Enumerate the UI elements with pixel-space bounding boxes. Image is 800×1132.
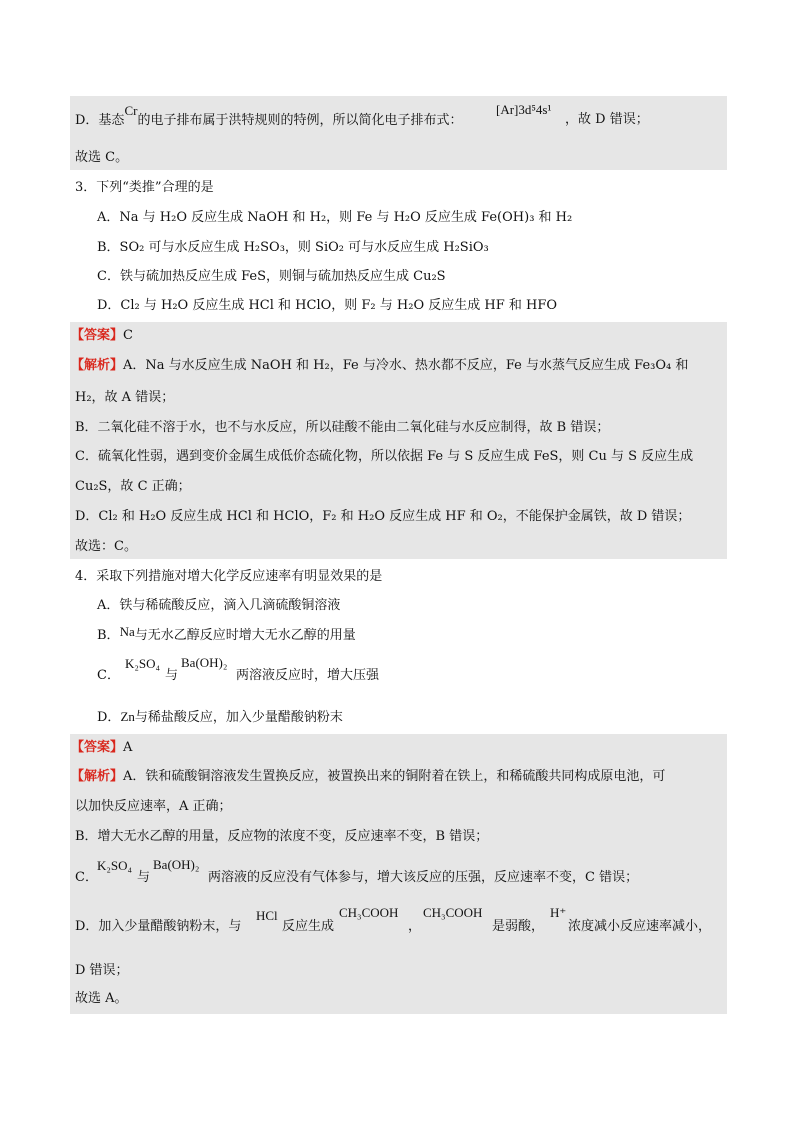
q4-analysis-2: 以加快反应速率，A 正确； (75, 799, 232, 814)
ch3cooh-formula: CH₃COOH (423, 905, 483, 920)
analysis-tag: 【解析】 (71, 769, 124, 784)
q4-option-b: B．Na与无水乙醇反应时增大无水乙醇的用量 (97, 624, 356, 643)
q3-analysis-3: B．二氧化硅不溶于水，也不与水反应，所以硅酸不能由二氧化硅与水反应制得，故 B 错误； (75, 420, 610, 435)
q4-analysis-5-comma: ， (408, 919, 422, 934)
top-d-suffix: ，故 D 错误； (565, 112, 649, 127)
q4-analysis-5-t3: 浓度减小反应速率减小， (568, 919, 712, 934)
baoh2-formula: Ba(OH)₂ (153, 857, 200, 872)
q3-option-c: C．铁与硫加热反应生成 FeS，则铜与硫加热反应生成 Cu₂S (97, 269, 446, 284)
q3-analysis-6: D．Cl₂ 和 H₂O 反应生成 HCl 和 HClO，F₂ 和 H₂O 反应生成 HF 和 O₂，不能保护金属铁，故 D 错误； (75, 509, 691, 524)
q3-answer: 【答案】C (71, 328, 133, 343)
q4-option-c: C． (97, 668, 120, 683)
q4-analysis-5-t1: 反应生成 (282, 919, 335, 934)
q4-analysis-4-text: 两溶液的反应没有气体参与，增大该反应的压强，反应速率不变，C 错误； (208, 870, 639, 885)
k2so4-formula: K₂SO₄ (125, 656, 161, 671)
q4-answer: 【答案】A (71, 740, 133, 755)
ch3cooh-formula: CH₃COOH (339, 905, 399, 920)
q3-analysis-5: Cu₂S，故 C 正确； (75, 479, 191, 494)
electron-config-formula: [Ar]3d⁵4s¹ (496, 102, 552, 117)
q4-analysis-4-yu: 与 (137, 870, 151, 885)
q4-option-a: A．铁与稀硫酸反应，滴入几滴硫酸铜溶液 (97, 598, 341, 613)
na-formula: Na (119, 624, 135, 639)
k2so4-formula: K₂SO₄ (97, 858, 133, 873)
q3-analysis-2: H₂，故 A 错误； (75, 390, 175, 405)
q3-analysis-7: 故选：C。 (75, 539, 137, 554)
top-answer-block (70, 96, 727, 170)
q4-stem: 4．采取下列措施对增大化学反应速率有明显效果的是 (75, 569, 383, 584)
answer-tag: 【答案】 (71, 740, 124, 755)
q4-analysis-5-t2: 是弱酸， (492, 919, 545, 934)
q4-analysis-5-label: D．加入少量醋酸钠粉末，与 (75, 919, 242, 934)
h-plus-formula: H⁺ (550, 905, 567, 920)
top-choose: 故选 C。 (75, 150, 129, 165)
q4-analysis-7: 故选 A。 (75, 991, 128, 1006)
q3-option-a: A．Na 与 H₂O 反应生成 NaOH 和 H₂，则 Fe 与 H₂O 反应生成 Fe(OH)₃ 和 H₂ (97, 210, 573, 225)
baoh2-formula: Ba(OH)₂ (181, 655, 228, 670)
q4-option-c-yu: 与 (165, 668, 179, 683)
q3-option-d: D．Cl₂ 与 H₂O 反应生成 HCl 和 HClO，则 F₂ 与 H₂O 反应生成 HF 和 HFO (97, 298, 558, 313)
analysis-tag: 【解析】 (71, 358, 124, 373)
q4-analysis-6: D 错误； (75, 963, 129, 978)
q4-analysis-3: B．增大无水乙醇的用量，反应物的浓度不变，反应速率不变，B 错误； (75, 829, 489, 844)
q3-stem: 3．下列“类推”合理的是 (75, 180, 214, 195)
answer-tag: 【答案】 (71, 328, 124, 343)
zn-formula: Zn (120, 709, 135, 724)
cr-formula: Cr (124, 103, 138, 118)
q3-analysis-4: C．硫氧化性弱，遇到变价金属生成低价态硫化物，所以依据 Fe 与 S 反应生成 FeS，则 Cu 与 S 反应生成 (75, 449, 694, 464)
q3-analysis-1: 【解析】A．Na 与水反应生成 NaOH 和 H₂，Fe 与冷水、热水都不反应，Fe 与水蒸气反应生成 Fe₃O₄ 和 (71, 358, 689, 373)
top-d-line: D．基态Cr的电子排布属于洪特规则的特例，所以简化电子排布式： (75, 103, 463, 128)
q3-option-b: B．SO₂ 可与水反应生成 H₂SO₃，则 SiO₂ 可与水反应生成 H₂SiO₃ (97, 240, 489, 255)
q4-option-d: D．Zn与稀盐酸反应，加入少量醋酸钠粉末 (97, 709, 343, 725)
hcl-formula: HCl (256, 908, 278, 923)
q4-analysis-4-label: C． (75, 870, 98, 885)
q4-analysis-1: 【解析】A．铁和硫酸铜溶液发生置换反应，被置换出来的铜附着在铁上，和稀硫酸共同构成原电池，可 (71, 769, 666, 784)
q4-option-c-text: 两溶液反应时，增大压强 (236, 668, 380, 683)
